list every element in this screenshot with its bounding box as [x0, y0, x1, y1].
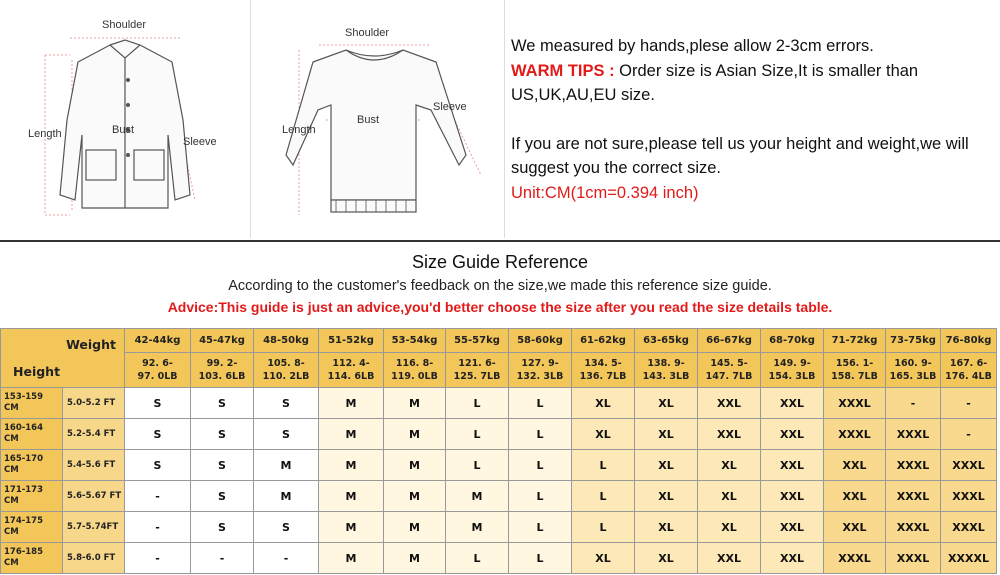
size-cell: -	[254, 543, 319, 574]
size-cell: S	[191, 419, 254, 450]
height-cm-line: 171-173	[4, 485, 44, 495]
size-cell: XL	[635, 450, 698, 481]
jacket-shoulder-label: Shoulder	[102, 19, 147, 31]
weight-kg-header: 61-62kg	[572, 329, 635, 353]
size-cell: XXXL	[941, 481, 997, 512]
height-cm-line: 153-159	[4, 392, 44, 402]
jacket-length-label: Length	[28, 128, 62, 140]
size-cell: XL	[635, 481, 698, 512]
sweater-length-label: Length	[282, 124, 316, 136]
weight-lb-line: 138. 9-	[647, 358, 685, 369]
height-cm-line: CM	[4, 558, 19, 568]
size-cell: L	[572, 450, 635, 481]
size-cell: -	[125, 512, 191, 543]
weight-lb-line: 165. 3LB	[889, 371, 937, 382]
size-cell: M	[319, 543, 384, 574]
weight-kg-header: 71-72kg	[824, 329, 886, 353]
size-cell: L	[572, 512, 635, 543]
height-cm-cell	[1, 450, 63, 481]
size-cell: L	[446, 543, 509, 574]
size-cell: S	[254, 388, 319, 419]
height-ft-cell: 5.8-6.0 FT	[63, 543, 125, 574]
height-cm-line: 176-185	[4, 547, 44, 557]
size-cell: -	[941, 388, 997, 419]
weight-lb-line: 112. 4-	[332, 358, 370, 369]
height-cm-line: 174-175	[4, 516, 44, 526]
height-cm-cell	[1, 388, 63, 419]
height-cm-line: CM	[4, 465, 19, 475]
jacket-diagram-panel	[0, 0, 251, 238]
weight-lb-line: 132. 3LB	[516, 371, 564, 382]
size-cell: XXL	[761, 388, 824, 419]
weight-lb-header	[125, 353, 191, 388]
size-cell: S	[125, 450, 191, 481]
table-row	[1, 512, 997, 543]
weight-lb-line: 127. 9-	[521, 358, 559, 369]
weight-lb-line: 134. 5-	[584, 358, 622, 369]
size-cell: M	[254, 481, 319, 512]
weight-kg-header: 42-44kg	[125, 329, 191, 353]
size-cell: S	[125, 388, 191, 419]
size-cell: M	[319, 419, 384, 450]
unit-note: Unit:CM(1cm=0.394 inch)	[511, 183, 699, 202]
size-cell: XXL	[761, 512, 824, 543]
weight-height-corner	[1, 329, 125, 388]
size-cell: -	[125, 543, 191, 574]
size-cell: M	[446, 481, 509, 512]
weight-kg-header: 51-52kg	[319, 329, 384, 353]
size-cell: XXXL	[824, 388, 886, 419]
size-cell: M	[319, 481, 384, 512]
size-cell: L	[446, 419, 509, 450]
warm-tips-text: Order size is Asian Size,It is smaller than US,UK,AU,EU size.	[511, 61, 919, 104]
weight-lb-header	[384, 353, 446, 388]
size-cell: XXXXL	[941, 543, 997, 574]
height-cm-line: CM	[4, 434, 19, 444]
notes-text	[511, 34, 996, 205]
height-cm-line: CM	[4, 403, 19, 413]
size-cell: XXL	[761, 481, 824, 512]
size-cell: S	[254, 512, 319, 543]
size-cell: XL	[698, 481, 761, 512]
size-cell: L	[572, 481, 635, 512]
weight-lb-line: 154. 3LB	[768, 371, 816, 382]
height-ft-cell: 5.6-5.67 FT	[63, 481, 125, 512]
size-cell: XL	[635, 512, 698, 543]
size-cell: L	[446, 388, 509, 419]
size-cell: XXL	[761, 543, 824, 574]
size-cell: M	[384, 512, 446, 543]
weight-lb-line: 158. 7LB	[831, 371, 878, 382]
weight-kg-header: 48-50kg	[254, 329, 319, 353]
height-cm-cell	[1, 512, 63, 543]
suggest-note: If you are not sure,please tell us your height and weight,we will suggest you the correct size.	[511, 134, 969, 177]
weight-lb-header	[941, 353, 997, 388]
table-row	[1, 543, 997, 574]
weight-lb-line: 167. 6-	[949, 358, 988, 369]
height-cm-line: CM	[4, 527, 19, 537]
weight-lb-line: 156. 1-	[835, 358, 874, 369]
table-row	[1, 419, 997, 450]
size-cell: XXXL	[941, 512, 997, 543]
notes-panel	[505, 0, 1000, 238]
weight-lb-line: 147. 7LB	[705, 371, 753, 382]
size-cell: XXL	[698, 388, 761, 419]
size-cell: XXL	[824, 450, 886, 481]
weight-kg-header: 73-75kg	[886, 329, 941, 353]
weight-lb-line: 143. 3LB	[642, 371, 690, 382]
size-cell: XXXL	[824, 419, 886, 450]
size-cell: L	[509, 450, 572, 481]
weight-lb-line: 103. 6LB	[198, 371, 246, 382]
weight-lb-header	[319, 353, 384, 388]
size-cell: XXL	[698, 419, 761, 450]
size-cell: XXXL	[941, 450, 997, 481]
size-cell: -	[886, 388, 941, 419]
weight-lb-line: 114. 6LB	[327, 371, 375, 382]
size-guide	[0, 240, 1000, 575]
table-row	[1, 481, 997, 512]
weight-kg-header: 76-80kg	[941, 329, 997, 353]
weight-lb-line: 110. 2LB	[262, 371, 310, 382]
size-cell: M	[319, 388, 384, 419]
guide-advice: Advice:This guide is just an advice,you'd better choose the size after you read the size details table.	[167, 299, 833, 315]
size-cell: L	[509, 543, 572, 574]
size-cell: M	[384, 450, 446, 481]
weight-lb-line: 176. 4LB	[945, 371, 992, 382]
weight-lb-line: 149. 9-	[773, 358, 811, 369]
size-cell: S	[191, 388, 254, 419]
size-cell: XXXL	[886, 419, 941, 450]
size-cell: XXL	[761, 419, 824, 450]
weight-kg-header: 53-54kg	[384, 329, 446, 353]
size-cell: XL	[572, 419, 635, 450]
table-row	[1, 388, 997, 419]
size-cell: XXXL	[886, 543, 941, 574]
weight-kg-header: 45-47kg	[191, 329, 254, 353]
height-cm-line: 165-170	[4, 454, 44, 464]
top-section	[0, 0, 1000, 240]
weight-kg-header: 55-57kg	[446, 329, 509, 353]
height-ft-cell: 5.0-5.2 FT	[63, 388, 125, 419]
weight-lb-line: 136. 7LB	[579, 371, 627, 382]
size-cell: -	[941, 419, 997, 450]
size-cell: S	[191, 512, 254, 543]
size-cell: S	[125, 419, 191, 450]
height-cm-line: 160-164	[4, 423, 44, 433]
size-cell: XXL	[824, 512, 886, 543]
weight-lb-line: 99. 2-	[206, 358, 238, 369]
size-cell: XXXL	[886, 481, 941, 512]
weight-lb-line: 97. 0LB	[137, 371, 178, 382]
height-cm-cell	[1, 481, 63, 512]
weight-lb-line: 121. 6-	[458, 358, 496, 369]
height-cm-cell	[1, 543, 63, 574]
jacket-sleeve-label: Sleeve	[183, 136, 217, 148]
height-ft-cell: 5.2-5.4 FT	[63, 419, 125, 450]
size-cell: S	[191, 481, 254, 512]
size-cell: XL	[698, 450, 761, 481]
jacket-diagram-icon	[0, 0, 250, 238]
size-cell: L	[446, 450, 509, 481]
weight-lb-header	[761, 353, 824, 388]
size-cell: M	[384, 481, 446, 512]
weight-kg-header: 68-70kg	[761, 329, 824, 353]
size-cell: XL	[635, 543, 698, 574]
size-cell: L	[509, 388, 572, 419]
size-cell: S	[191, 450, 254, 481]
weight-lb-line: 105. 8-	[267, 358, 305, 369]
weight-lb-header	[191, 353, 254, 388]
weight-lb-header	[446, 353, 509, 388]
size-cell: M	[384, 388, 446, 419]
size-cell: XL	[572, 543, 635, 574]
size-cell: L	[509, 481, 572, 512]
height-label: Height	[13, 364, 61, 379]
size-cell: -	[125, 481, 191, 512]
jacket-bust-label: Bust	[112, 124, 135, 136]
weight-kg-header: 58-60kg	[509, 329, 572, 353]
size-cell: L	[509, 419, 572, 450]
warm-tips	[511, 59, 996, 108]
weight-lb-header	[509, 353, 572, 388]
size-cell: XXL	[698, 543, 761, 574]
size-cell: M	[446, 512, 509, 543]
size-cell: XXXL	[886, 450, 941, 481]
size-cell: -	[191, 543, 254, 574]
size-table	[0, 328, 997, 574]
weight-kg-header: 63-65kg	[635, 329, 698, 353]
sweater-bust-label: Bust	[357, 114, 380, 126]
weight-lb-header	[698, 353, 761, 388]
size-cell: XL	[635, 419, 698, 450]
weight-lb-header	[824, 353, 886, 388]
measure-note: We measured by hands,plese allow 2-3cm errors.	[511, 37, 874, 55]
weight-lb-header	[254, 353, 319, 388]
sweater-shoulder-label: Shoulder	[345, 27, 390, 39]
sweater-diagram-panel	[251, 0, 505, 238]
weight-lb-line: 116. 8-	[395, 358, 434, 369]
header-row-lb	[1, 353, 997, 388]
size-cell: M	[319, 512, 384, 543]
size-cell: XL	[572, 388, 635, 419]
weight-lb-line: 160. 9-	[894, 358, 932, 369]
height-ft-cell: 5.4-5.6 FT	[63, 450, 125, 481]
weight-lb-line: 119. 0LB	[391, 371, 438, 382]
height-ft-cell: 5.7-5.74FT	[63, 512, 125, 543]
height-cm-line: CM	[4, 496, 19, 506]
warm-tips-label: WARM TIPS :	[511, 61, 615, 80]
size-cell: L	[509, 512, 572, 543]
weight-kg-header: 66-67kg	[698, 329, 761, 353]
guide-subtitle: According to the customer's feedback on the size,we made this reference size guide.	[228, 278, 772, 294]
size-cell: S	[254, 419, 319, 450]
weight-lb-line: 145. 5-	[710, 358, 748, 369]
size-cell: XXL	[824, 481, 886, 512]
guide-title: Size Guide Reference	[411, 252, 589, 272]
size-cell: M	[384, 543, 446, 574]
size-cell: XL	[635, 388, 698, 419]
height-cm-cell	[1, 419, 63, 450]
sweater-sleeve-label: Sleeve	[433, 101, 467, 113]
header-row-kg	[1, 329, 997, 353]
table-row	[1, 450, 997, 481]
weight-lb-header	[886, 353, 941, 388]
weight-lb-header	[572, 353, 635, 388]
weight-lb-line: 125. 7LB	[453, 371, 501, 382]
size-cell: XL	[698, 512, 761, 543]
size-cell: M	[319, 450, 384, 481]
size-cell: XXL	[761, 450, 824, 481]
size-cell: XXXL	[886, 512, 941, 543]
size-cell: M	[254, 450, 319, 481]
size-cell: XXXL	[824, 543, 886, 574]
weight-lb-line: 92. 6-	[142, 358, 173, 369]
size-cell: M	[384, 419, 446, 450]
weight-label: Weight	[66, 337, 116, 352]
weight-lb-header	[635, 353, 698, 388]
